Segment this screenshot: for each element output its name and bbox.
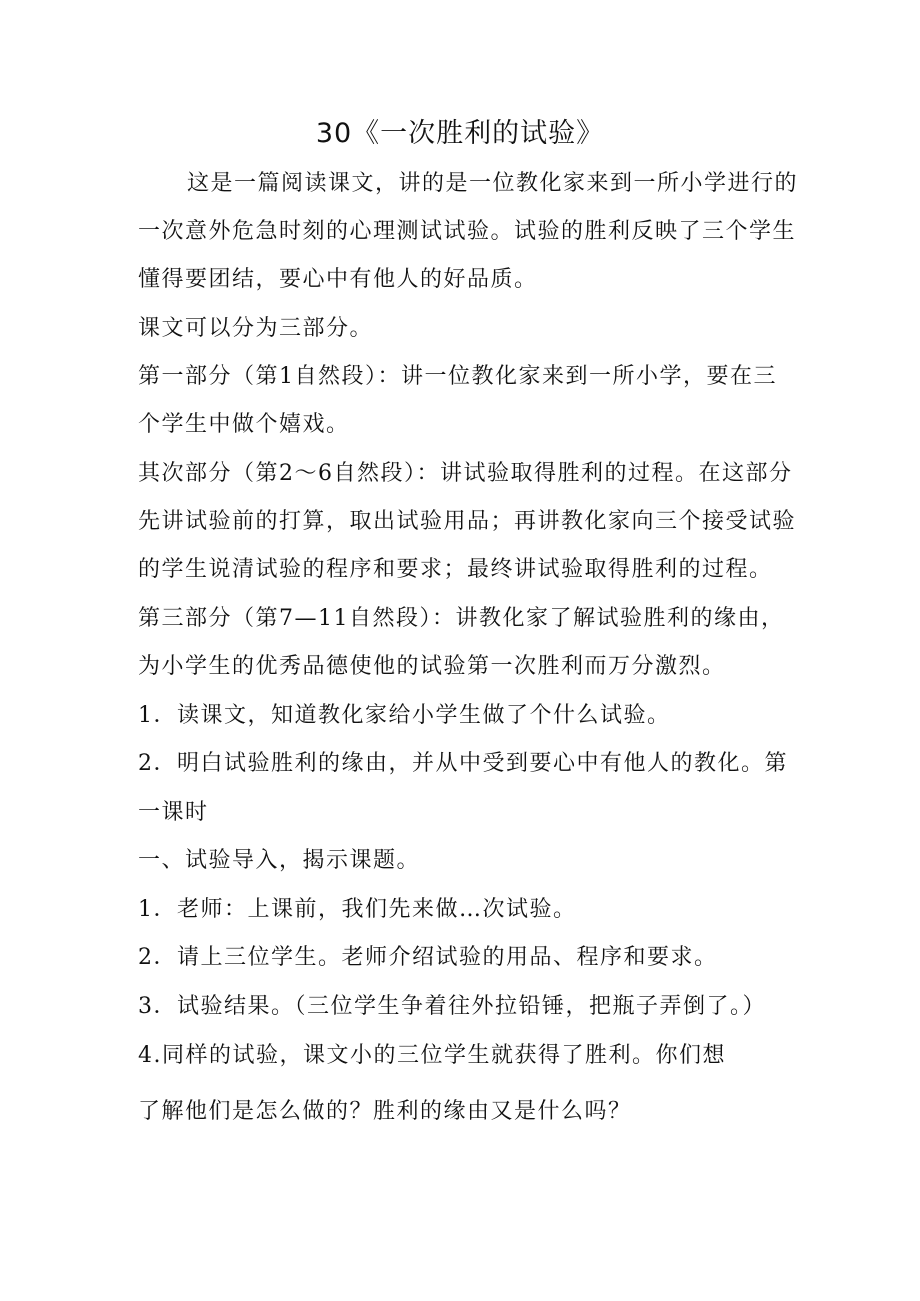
paragraph-line: 一、试验导入，揭示课题。 [138, 848, 421, 873]
paragraph-line: 3．试验结果。（三位学生争着往外拉铅锤，把瓶子弄倒了。） [138, 994, 766, 1019]
paragraph-line: 这是一篇阅读课文，讲的是一位教化家来到一所小学进行的 [187, 171, 799, 196]
paragraph-line: 课文可以分为三部分。 [138, 316, 374, 341]
document-title: 30《一次胜利的试验》 [315, 118, 605, 149]
paragraph-line: 1．读课文，知道教化家给小学生做了个什么试验。 [138, 703, 671, 728]
paragraph-line: 懂得要团结，要心中有他人的好品质。 [138, 267, 538, 292]
paragraph-line: 一次意外危急时刻的心理测试试验。试验的胜利反映了三个学生 [138, 219, 797, 244]
paragraph-line: 一课时 [138, 800, 209, 825]
paragraph-line: 第三部分（第7—11自然段）：讲教化家了解试验胜利的缘由， [138, 606, 785, 631]
paragraph-line: 其次部分（第2～6自然段）：讲试验取得胜利的过程。在这部分 [138, 461, 793, 486]
paragraph-line: 1．老师：上课前，我们先来做…次试验。 [138, 897, 577, 922]
paragraph-line: 为小学生的优秀品德使他的试验第一次胜利而万分激烈。 [138, 654, 726, 679]
paragraph-line: 第一部分（第1自然段）：讲一位教化家来到一所小学，要在三 [138, 364, 777, 389]
paragraph-line: 个学生中做个嬉戏。 [138, 412, 350, 437]
paragraph-line: 4.同样的试验，课文小的三位学生就获得了胜利。你们想 [138, 1043, 726, 1068]
paragraph-line: 2．明白试验胜利的缘由，并从中受到要心中有他人的教化。第 [138, 751, 788, 776]
paragraph-line: 2．请上三位学生。老师介绍试验的用品、程序和要求。 [138, 945, 718, 970]
paragraph-line: 的学生说清试验的程序和要求；最终讲试验取得胜利的过程。 [138, 557, 773, 582]
paragraph-line: 了解他们是怎么做的？胜利的缘由又是什么吗？ [138, 1099, 632, 1124]
paragraph-line: 先讲试验前的打算，取出试验用品；再讲教化家向三个接受试验 [138, 509, 797, 534]
